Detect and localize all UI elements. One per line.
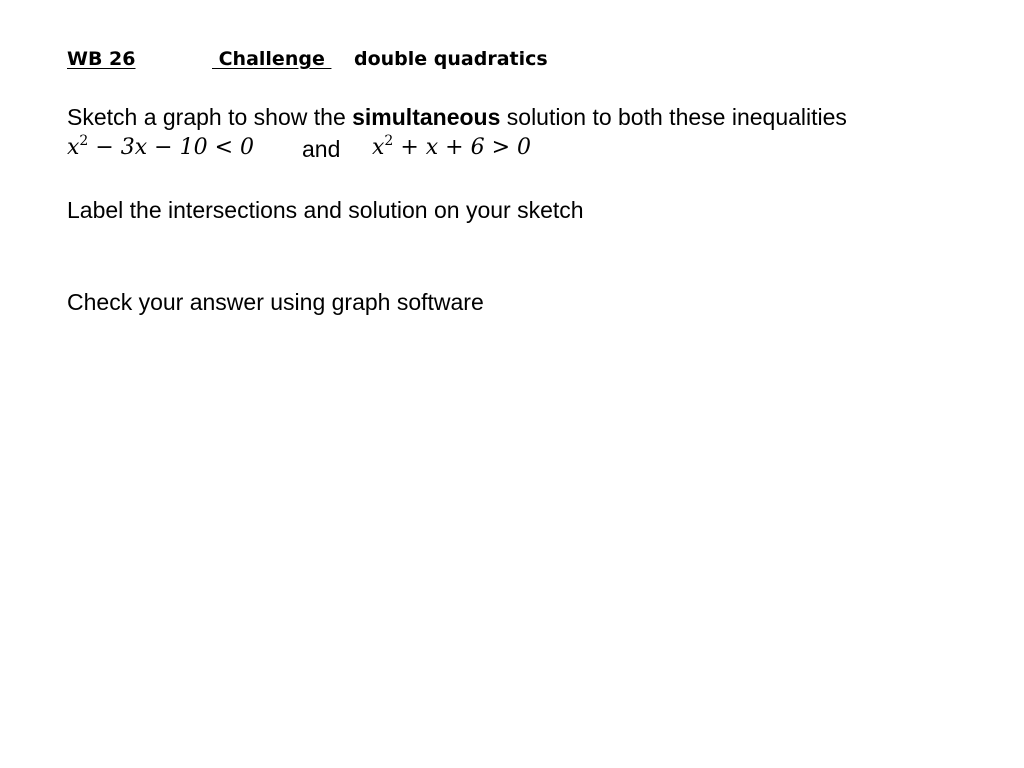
inequality-second-rest: + x + 6 > 0 xyxy=(400,135,532,160)
check-instruction: Check your answer using graph software xyxy=(67,289,484,315)
worksheet-code: WB 26 xyxy=(67,48,136,70)
inequality-second-exponent: 2 xyxy=(384,133,394,149)
challenge-tag: Challenge xyxy=(212,48,332,70)
inequality-first-exponent: 2 xyxy=(79,133,89,149)
inequality-first-base: x xyxy=(67,135,80,160)
task-suffix: solution to both these inequalities xyxy=(500,104,847,130)
task-emphasis: simultaneous xyxy=(352,104,501,130)
task-instruction xyxy=(67,104,847,131)
topic-title: double quadratics xyxy=(354,48,548,70)
inequality-second xyxy=(372,135,531,160)
inequality-second-base: x xyxy=(372,135,385,160)
worksheet-header xyxy=(67,48,548,70)
task-prefix: Sketch a graph to show the xyxy=(67,104,353,130)
inequality-connector: and xyxy=(302,136,341,162)
label-instruction: Label the intersections and solution on your sketch xyxy=(67,197,584,223)
inequality-first-rest: − 3x − 10 < 0 xyxy=(95,135,255,160)
inequality-first xyxy=(67,135,254,160)
